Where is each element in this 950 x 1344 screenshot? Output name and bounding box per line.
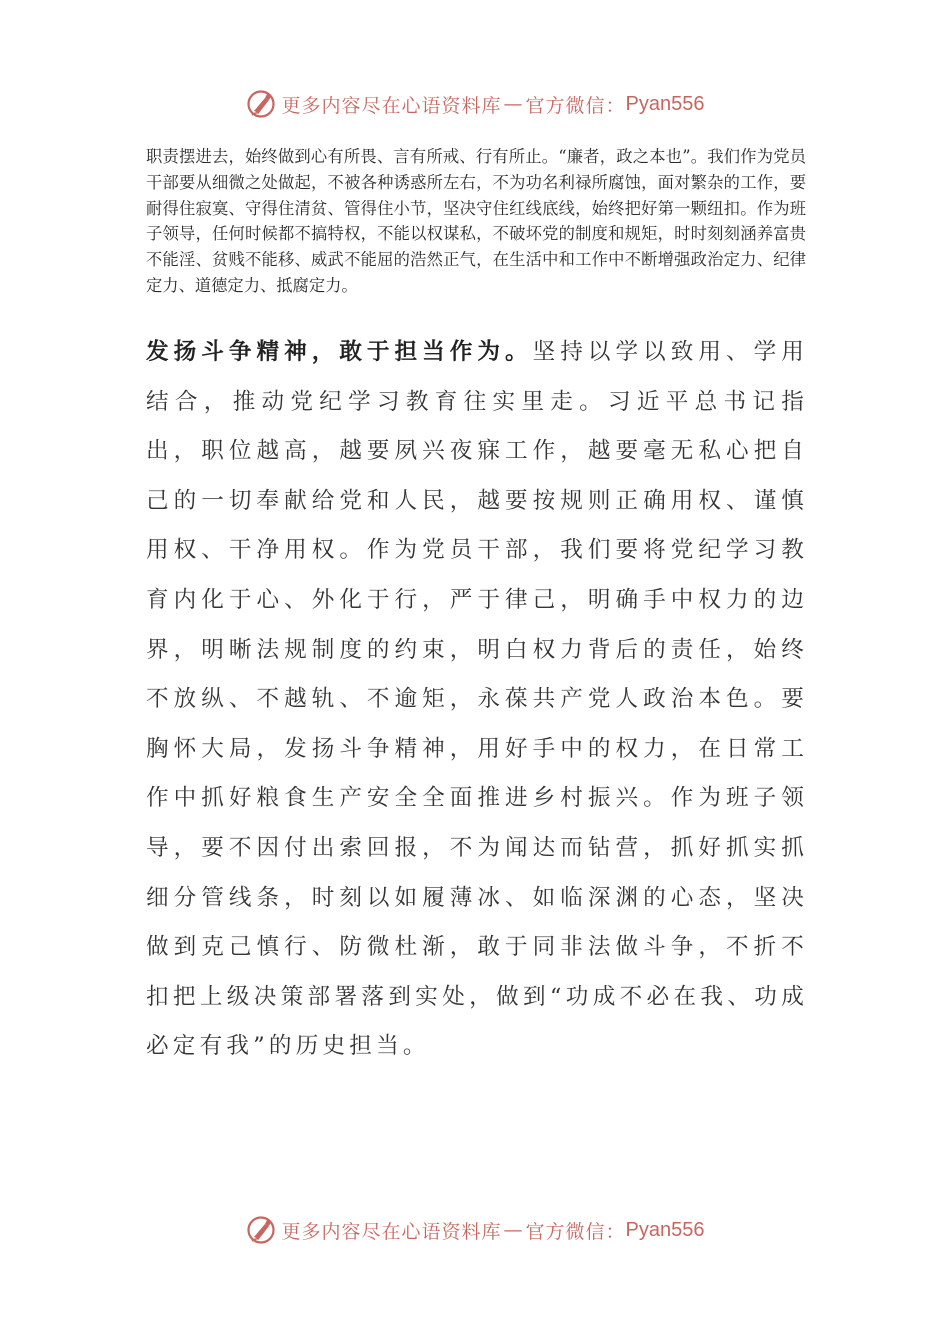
body-paragraph-2 — [146, 328, 808, 1072]
footer-banner — [0, 1210, 950, 1250]
wechat-label: 官方微信： — [525, 1220, 626, 1243]
paragraph-heading: 发扬斗争精神，敢于担当作为。 — [146, 339, 533, 365]
wechat-id: Pyan556 — [625, 92, 705, 115]
header-banner — [0, 84, 950, 124]
pen-nib-logo-icon — [246, 89, 276, 119]
wechat-id: Pyan556 — [625, 1218, 705, 1241]
banner-separator: — — [503, 93, 524, 115]
banner-separator: — — [503, 1219, 524, 1241]
pen-nib-logo-icon — [246, 1215, 276, 1245]
body-paragraph-1: 职责摆进去，始终做到心有所畏、言有所戒、行有所止。“廉者，政之本也”。我们作为党员干部要从细微之处做起，不被各种诱惑所左右，不为功名利禄所腐蚀，面对繁杂的工作，要耐得住寂寞、守得住清贫、管得住小节，坚决守住红线底线，始终把好第一颗纽扣。作为班子领导，任何时候都不搞特权，不能以权谋私，不破坏党的制度和规矩，时时刻刻涵养富贵不能淫、贫贱不能移、威武不能屈的浩然正气，在生活中和工作中不断增强政治定力、纪律定力、道德定力、抵腐定力。 — [146, 147, 806, 295]
banner-text: 更多内容尽在心语资料库 — [281, 94, 502, 117]
wechat-label: 官方微信： — [525, 94, 626, 117]
banner-text: 更多内容尽在心语资料库 — [281, 1220, 502, 1243]
paragraph-text: 坚持以学以致用、学用结合，推动党纪学习教育往实里走。习近平总书记指出，职位越高，越要夙兴夜寐工作，越要毫无私心把自己的一切奉献给党和人民，越要按规则正确用权、谨慎用权、干净用权。作为党员干部，我们要将党纪学习教育内化于心、外化于行，严于律己，明确手中权力的边界，明晰法规制度的约束，明白权力背后的责任，始终不放纵、不越轨、不逾矩，永葆共产党人政治本色。要胸怀大局，发扬斗争精神，用好手中的权力，在日常工作中抓好粮食生产安全全面推进乡村振兴。作为班子领导，要不因付出索回报，不为闻达而钻营，抓好抓实抓细分管线条，时刻以如履薄冰、如临深渊的心态，坚决做到克己慎行、防微杜渐，敢于同非法做斗争，不折不扣把上级决策部署落到实处，做到“功成不必在我、功成必定有我”的历史担当。 — [146, 339, 808, 1060]
